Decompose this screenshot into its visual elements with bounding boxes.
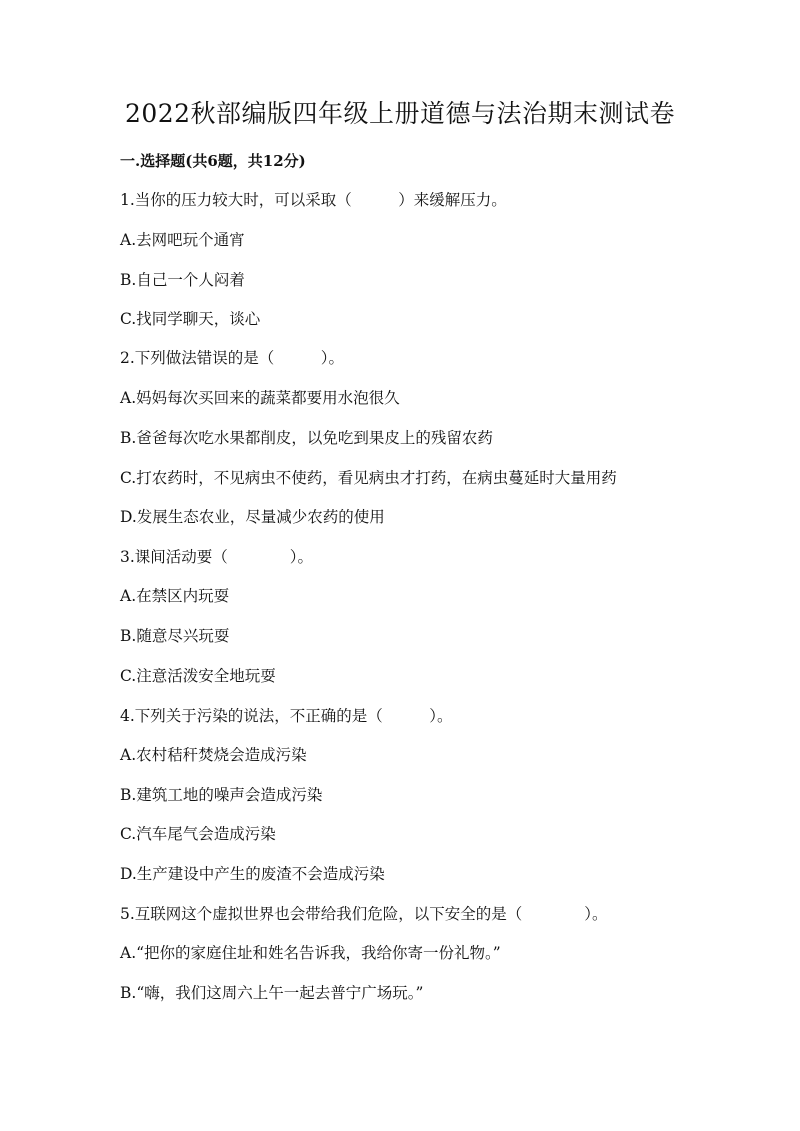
option-2c: C.打农药时，不见病虫不使药，看见病虫才打药，在病虫蔓延时大量用药 xyxy=(120,469,617,487)
question-1: 1.当你的压力较大时，可以采取（ ）来缓解压力。 xyxy=(120,191,507,209)
option-1b: B.自己一个人闷着 xyxy=(120,271,245,289)
option-3c: C.注意活泼安全地玩耍 xyxy=(120,667,276,685)
question-4: 4.下列关于污染的说法，不正确的是（ ）。 xyxy=(120,707,453,725)
question-5: 5.互联网这个虚拟世界也会带给我们危险，以下安全的是（ ）。 xyxy=(120,905,608,923)
option-1a: A.去网吧玩个通宵 xyxy=(120,231,245,249)
option-3b: B.随意尽兴玩耍 xyxy=(120,627,230,645)
option-2d: D.发展生态农业，尽量减少农药的使用 xyxy=(120,508,385,526)
option-2a: A.妈妈每次买回来的蔬菜都要用水泡很久 xyxy=(120,389,400,407)
option-5a: A.“把你的家庭住址和姓名告诉我，我给你寄一份礼物。” xyxy=(120,944,501,962)
section-heading: 一.选择题(共6题，共12分) xyxy=(120,152,306,170)
option-3a: A.在禁区内玩耍 xyxy=(120,587,230,605)
page-title: 2022秋部编版四年级上册道德与法治期末测试卷 xyxy=(124,99,676,128)
option-4a: A.农村秸秆焚烧会造成污染 xyxy=(120,746,307,764)
option-4d: D.生产建设中产生的废渣不会造成污染 xyxy=(120,865,385,883)
option-5b: B.“嗨，我们这周六上午一起去普宁广场玩。” xyxy=(120,984,424,1002)
question-3: 3.课间活动要（ ）。 xyxy=(120,548,314,566)
question-2: 2.下列做法错误的是（ ）。 xyxy=(120,349,345,367)
option-4b: B.建筑工地的噪声会造成污染 xyxy=(120,786,323,804)
option-2b: B.爸爸每次吃水果都削皮，以免吃到果皮上的残留农药 xyxy=(120,429,493,447)
option-4c: C.汽车尾气会造成污染 xyxy=(120,825,276,843)
option-1c: C.找同学聊天，谈心 xyxy=(120,310,261,328)
